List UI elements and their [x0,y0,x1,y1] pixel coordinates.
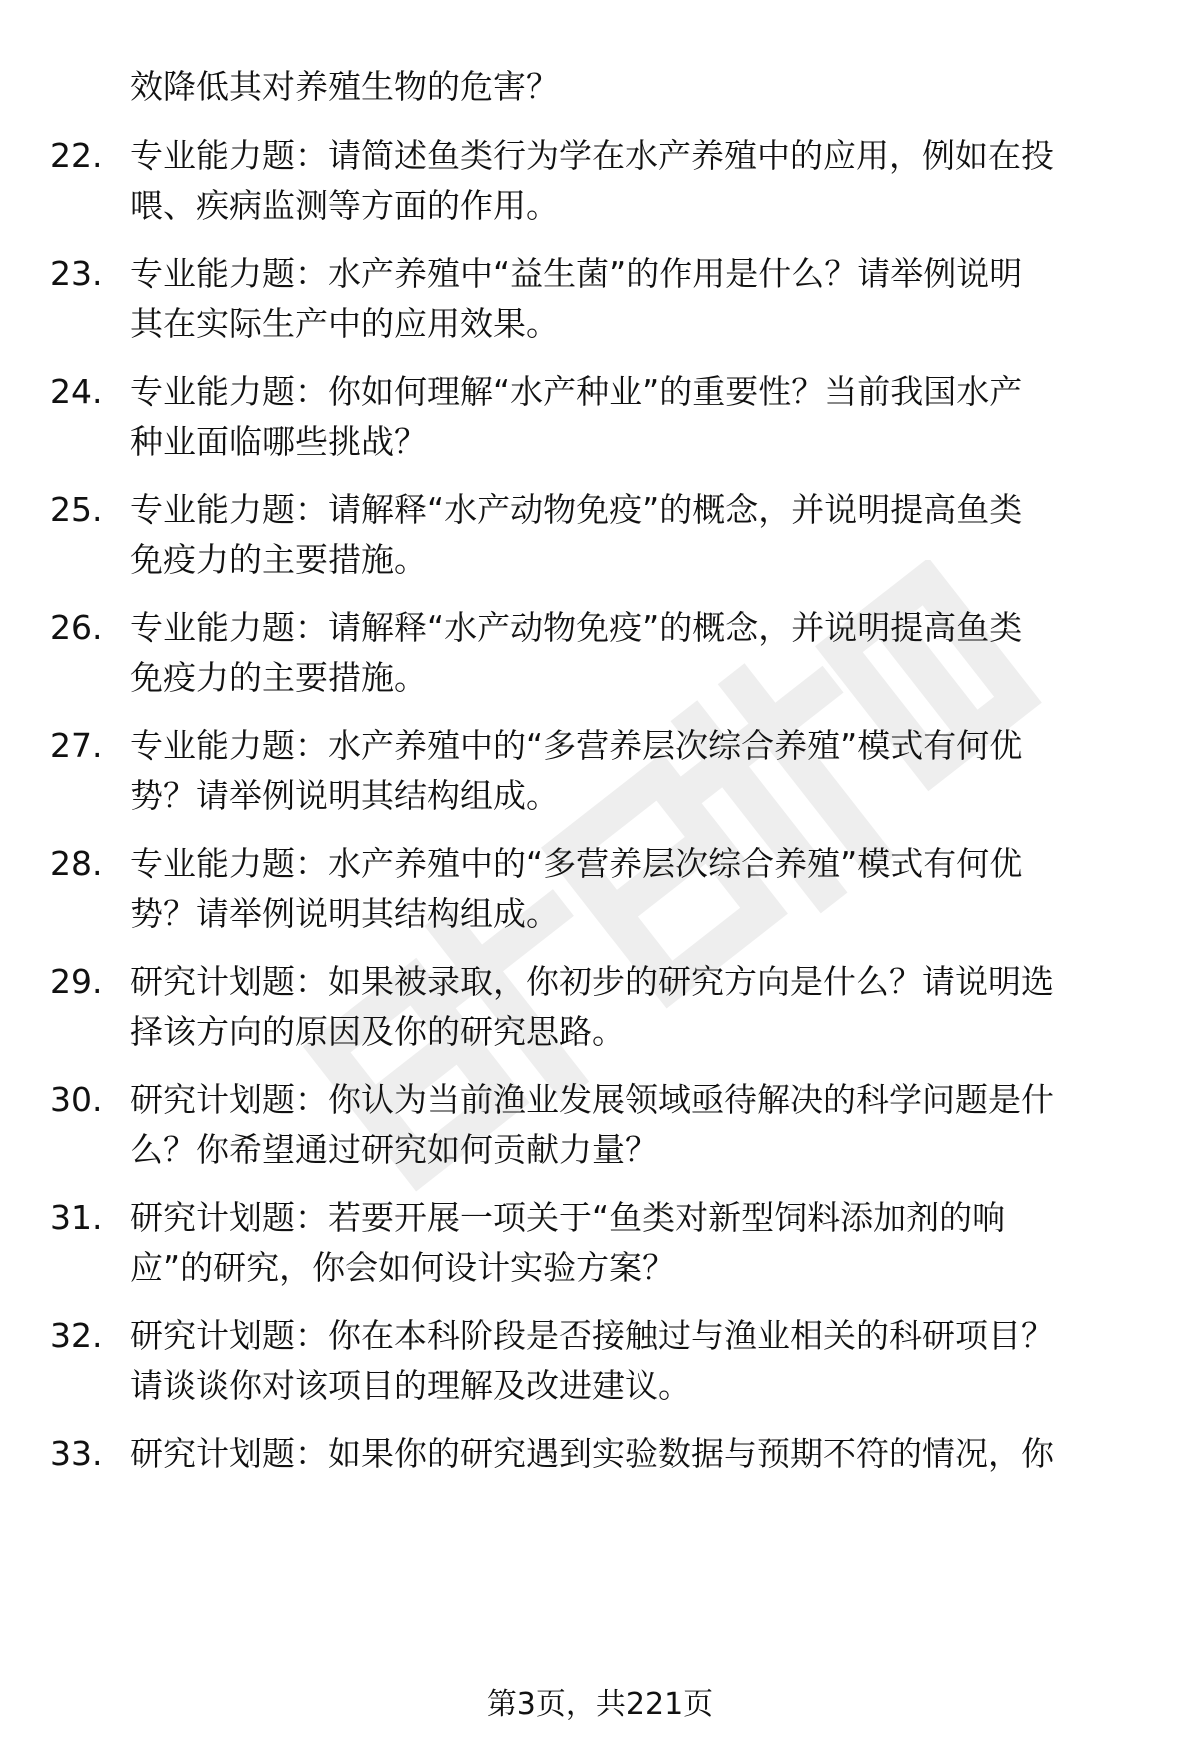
question-line: 专业能力题：水产养殖中的“多营养层次综合养殖”模式有何优 [130,726,1023,765]
question-number: 28. [50,844,103,883]
question-number: 26. [50,608,103,647]
question-line: 势？请举例说明其结构组成。 [130,776,559,815]
question-text [130,485,1140,585]
question-line: 择该方向的原因及你的研究思路。 [130,1012,625,1051]
question-number: 29. [50,962,103,1001]
question-line: 专业能力题：你如何理解“水产种业”的重要性？当前我国水产 [130,372,1023,411]
question-line: 势？请举例说明其结构组成。 [130,894,559,933]
question-number: 27. [50,726,103,765]
question-text [130,367,1140,467]
question-line: 免疫力的主要措施。 [130,540,427,579]
question-line: 研究计划题：如果被录取，你初步的研究方向是什么？请说明选 [130,962,1054,1001]
question-line: 专业能力题：水产养殖中的“多营养层次综合养殖”模式有何优 [130,844,1023,883]
question-text [130,721,1140,821]
question-number: 32. [50,1316,103,1355]
question-text [130,131,1140,231]
question-line: 种业面临哪些挑战？ [130,422,427,461]
question-line: 研究计划题：你认为当前渔业发展领域亟待解决的科学问题是什 [130,1080,1054,1119]
question-number: 31. [50,1198,103,1237]
question-line: 么？你希望通过研究如何贡献力量？ [130,1130,658,1169]
question-text [130,1075,1140,1175]
question-text [130,1429,1140,1479]
question-line: 请谈谈你对该项目的理解及改进建议。 [130,1366,691,1405]
question-line: 喂、疾病监测等方面的作用。 [130,186,559,225]
question-line: 应”的研究，你会如何设计实验方案？ [130,1248,676,1287]
question-text [130,957,1140,1057]
question-line: 专业能力题：请简述鱼类行为学在水产养殖中的应用，例如在投 [130,136,1054,175]
question-number: 22. [50,136,103,175]
page-footer: 第3页，共221页 [486,1687,714,1722]
question-number: 23. [50,254,103,293]
question-number: 30. [50,1080,103,1119]
continuation-line: 效降低其对养殖生物的危害？ [130,67,559,106]
question-number: 25. [50,490,103,529]
question-line: 专业能力题：水产养殖中“益生菌”的作用是什么？请举例说明 [130,254,1023,293]
question-text [130,603,1140,703]
question-line: 免疫力的主要措施。 [130,658,427,697]
question-line: 研究计划题：若要开展一项关于“鱼类对新型饲料添加剂的响 [130,1198,1006,1237]
question-number: 33. [50,1434,103,1473]
question-text [130,1311,1140,1411]
question-number: 24. [50,372,103,411]
question-line: 研究计划题：如果你的研究遇到实验数据与预期不符的情况，你 [130,1434,1054,1473]
question-line: 专业能力题：请解释“水产动物免疫”的概念，并说明提高鱼类 [130,608,1023,647]
question-text [130,1193,1140,1293]
question-line: 其在实际生产中的应用效果。 [130,304,559,343]
question-text [130,249,1140,349]
question-line: 专业能力题：请解释“水产动物免疫”的概念，并说明提高鱼类 [130,490,1023,529]
question-line: 研究计划题：你在本科阶段是否接触过与渔业相关的科研项目？ [130,1316,1054,1355]
question-text [130,839,1140,939]
